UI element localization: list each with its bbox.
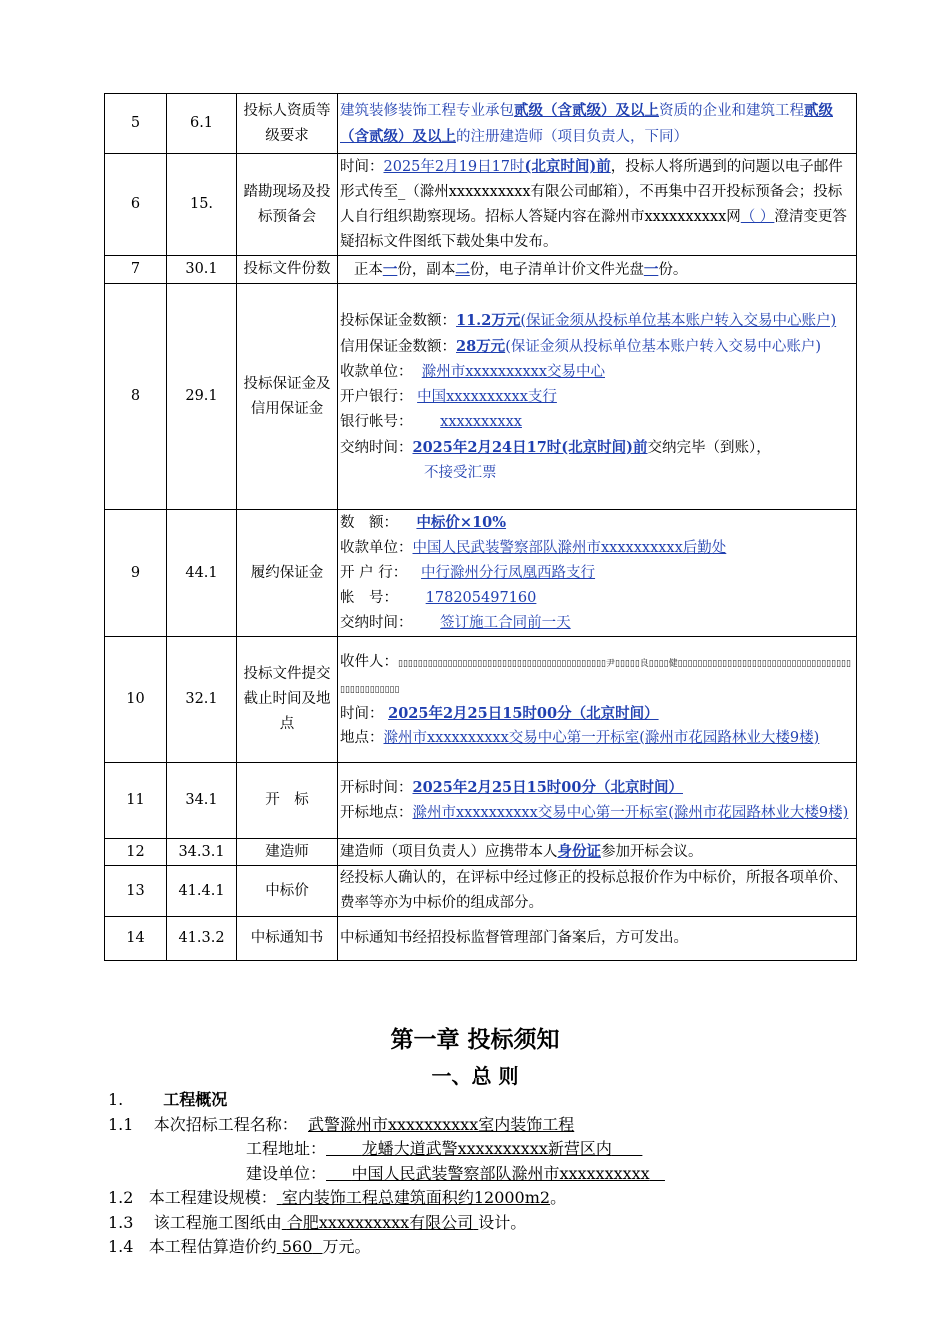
item-name: 中标价 [237, 866, 338, 917]
content-text: 时间： [340, 159, 384, 175]
row-number: 14 [105, 917, 167, 961]
heading-number: 1. [108, 1090, 124, 1109]
heading-project-overview [108, 1088, 868, 1113]
table-row [105, 917, 857, 961]
clause-number: 34.1 [167, 763, 237, 839]
field-label: 本工程建设规模： [148, 1188, 277, 1207]
opening-time: 2025年2月25日15时00分（北京时间） [412, 779, 683, 796]
content-text: (保证金须从投标单位基本账户转入交易中心账户) [520, 312, 837, 329]
copy-count: 二 [455, 260, 470, 278]
project-address-line [108, 1137, 868, 1162]
section-title: 一、总 则 [431, 1064, 519, 1088]
item-content [338, 154, 857, 256]
content-text: 资质的企业和建筑工程 [659, 102, 804, 119]
project-address: 龙蟠大道武警xxxxxxxxxx新营区内 [361, 1139, 612, 1158]
field-label: 该工程施工图纸由 [153, 1212, 282, 1232]
design-line [108, 1211, 868, 1236]
item-name: 开 标 [237, 763, 338, 839]
table-row [105, 637, 857, 763]
chapter-title: 第一章 投标须知 [390, 1027, 560, 1053]
item-name: 中标通知书 [237, 917, 338, 961]
site-visit-date: 2025年2月19日17时 [383, 159, 525, 175]
clause-number: 6.1 [167, 94, 237, 154]
row-number: 12 [105, 839, 167, 866]
clause-number: 41.4.1 [167, 866, 237, 917]
item-name: 投标文件提交截止时间及地点 [237, 637, 338, 763]
bank-account: 178205497160 [425, 590, 537, 606]
row-number: 5 [105, 94, 167, 154]
clause-number: 1.1 [108, 1114, 134, 1134]
content-text: 信用保证金数额： [340, 338, 456, 355]
item-name: 建造师 [237, 839, 338, 866]
tender-data-table [104, 93, 857, 961]
content-text: 收款单位： [340, 363, 413, 380]
bank-name: 中国xxxxxxxxxx支行 [417, 388, 557, 405]
submission-deadline: 2025年2月25日15时00分（北京时间） [388, 704, 659, 722]
credit-bond-amount: 28万元 [456, 337, 506, 355]
clause-number: 1.4 [108, 1237, 134, 1256]
content-text: 开户银行： [340, 388, 413, 405]
owner-name: 中国人民武装警察部队滁州市xxxxxxxxxx [351, 1163, 650, 1183]
content-text: （ ） [740, 209, 775, 225]
content-text: 建造师（项目负责人）应携带本人 [340, 844, 558, 860]
field-label: 本工程估算造价约 [148, 1237, 277, 1256]
item-content: 经投标人确认的，在评标中经过修正的投标总报价作为中标价，所报各项单价、费率等亦为中标价的组成部分。 [338, 866, 857, 917]
content-text: 交纳时间： [340, 439, 413, 456]
project-overview [108, 1088, 868, 1260]
content-text: 时间： [340, 705, 384, 722]
owner-line [108, 1162, 868, 1187]
payee: 中国人民武装警察部队滁州市xxxxxxxxxx后勤处 [412, 540, 727, 556]
row-number: 7 [105, 256, 167, 284]
payee: 滁州市xxxxxxxxxx交易中心 [421, 363, 605, 380]
table-row [105, 866, 857, 917]
item-content [338, 839, 857, 866]
clause-number: 1.2 [108, 1188, 134, 1207]
original-count: 一 [382, 260, 398, 278]
content-text: 参加开标会议。 [601, 844, 703, 860]
site-visit-timezone: (北京时间)前 [524, 158, 611, 175]
field-label: 设计。 [478, 1212, 527, 1232]
item-content [338, 510, 857, 637]
table-row [105, 510, 857, 637]
row-number: 11 [105, 763, 167, 839]
field-label: 本次招标工程名称： [153, 1114, 298, 1134]
field-label: 工程地址： [246, 1139, 327, 1158]
designer-name: 合肥xxxxxxxxxx有限公司 [286, 1212, 474, 1232]
content-text: 收件人： [340, 653, 398, 670]
item-name: 投标保证金及信用保证金 [237, 284, 338, 510]
table-row [105, 284, 857, 510]
item-name: 投标人资质等级要求 [237, 94, 338, 154]
table-row [105, 94, 857, 154]
punctuation: 。 [550, 1188, 567, 1207]
table-row [105, 763, 857, 839]
bank-account: xxxxxxxxxx [440, 413, 522, 430]
clause-number: 34.3.1 [167, 839, 237, 866]
content-text: ，投标人将所遇到的问题以电子邮件形式传至_（滁州xxxxxxxxxx有限公司邮箱），不再集中召开投标预备会；投标人自行组织勘察现场。招标人答疑内容在滁州市xxxxxxxxxx网 [340, 159, 843, 225]
heading-text: 工程概况 [163, 1090, 228, 1109]
row-number: 8 [105, 284, 167, 510]
content-text: 地点： [340, 729, 384, 746]
content-text: 银行帐号： [340, 413, 413, 430]
content-text: 数 额： [340, 515, 398, 531]
opening-location: 滁州市xxxxxxxxxx交易中心第一开标室(滁州市花园路林业大楼9楼) [412, 805, 849, 821]
content-text: 份。 [658, 261, 688, 278]
performance-bond-amount: 中标价×10% [416, 514, 507, 531]
content-text: 澄清变更答疑招标文件图纸下载处集中发布。 [340, 209, 847, 250]
constructor-grade: 贰级（含贰级）及以上 [340, 101, 833, 145]
clause-number: 29.1 [167, 284, 237, 510]
row-number: 9 [105, 510, 167, 637]
content-text: 的注册建造师（项目负责人，下同） [456, 128, 688, 145]
clause-number: 1.3 [108, 1212, 134, 1232]
row-number: 13 [105, 866, 167, 917]
content-text: 正本 [353, 261, 383, 278]
content-text: 份，副本 [397, 261, 456, 278]
qualification-grade: 贰级（含贰级）及以上 [514, 101, 659, 119]
item-content [338, 763, 857, 839]
item-content: 中标通知书经招投标监督管理部门备案后，方可发出。 [338, 917, 857, 961]
table-row [105, 154, 857, 256]
field-label: 万元。 [322, 1237, 371, 1256]
clause-number: 41.3.2 [167, 917, 237, 961]
estimated-cost: 560 [281, 1237, 313, 1256]
item-name: 履约保证金 [237, 510, 338, 637]
table-row [105, 839, 857, 866]
disc-count: 一 [643, 260, 659, 278]
content-text: 交纳完毕（到账）， [647, 439, 771, 456]
item-content [338, 637, 857, 763]
project-scale: 室内装饰工程总建筑面积约12000m2 [281, 1188, 551, 1207]
content-text: 交纳时间： [340, 615, 413, 631]
row-number: 6 [105, 154, 167, 256]
item-name: 踏勘现场及投标预备会 [237, 154, 338, 256]
content-text: 开标地点： [340, 805, 413, 821]
clause-number: 44.1 [167, 510, 237, 637]
bid-bond-amount: 11.2万元 [456, 311, 521, 329]
content-text: 投标保证金数额： [340, 312, 456, 329]
payment-deadline: 签订施工合同前一天 [440, 615, 571, 631]
clause-number: 32.1 [167, 637, 237, 763]
project-name-line [108, 1113, 868, 1138]
recipient-names: ▯▯▯▯▯▯▯▯▯▯▯▯▯▯▯▯▯▯▯▯▯▯▯▯▯▯▯▯▯▯▯▯▯▯▯▯▯▯▯▯▯▯尹▯▯▯▯▯良▯▯▯▯健▯▯▯▯▯▯▯▯▯▯▯▯▯▯▯▯▯▯▯▯▯▯▯▯▯▯▯▯▯▯▯▯▯▯▯▯▯▯▯▯▯▯▯▯▯▯▯ [340, 658, 851, 695]
submission-location: 滁州市xxxxxxxxxx交易中心第一开标室(滁州市花园路林业大楼9楼) [383, 729, 820, 746]
id-card: 身份证 [557, 843, 601, 860]
content-text: 开标时间： [340, 780, 413, 796]
content-text: 帐 号： [340, 590, 398, 606]
content-text: 收款单位： [340, 540, 413, 556]
content-text: (保证金须从投标单位基本账户转入交易中心账户) [505, 338, 821, 355]
content-text: 不接受汇票 [424, 464, 497, 481]
content-text: 开 户 行： [340, 565, 408, 581]
content-text: 建筑装修装饰工程专业承包 [340, 102, 514, 119]
bank-name: 中行滁州分行凤凰西路支行 [421, 565, 596, 581]
item-content [338, 284, 857, 510]
field-label: 建设单位： [246, 1163, 327, 1183]
item-name: 投标文件份数 [237, 256, 338, 284]
item-content [338, 256, 857, 284]
estimate-line [108, 1235, 868, 1260]
clause-number: 30.1 [167, 256, 237, 284]
content-text: 份，电子清单计价文件光盘 [469, 261, 644, 278]
row-number: 10 [105, 637, 167, 763]
item-content [338, 94, 857, 154]
clause-number: 15. [167, 154, 237, 256]
table-row [105, 256, 857, 284]
scale-line [108, 1186, 868, 1211]
project-name: 武警滁州市xxxxxxxxxx室内装饰工程 [307, 1114, 575, 1134]
payment-deadline: 2025年2月24日17时(北京时间)前 [412, 438, 648, 456]
